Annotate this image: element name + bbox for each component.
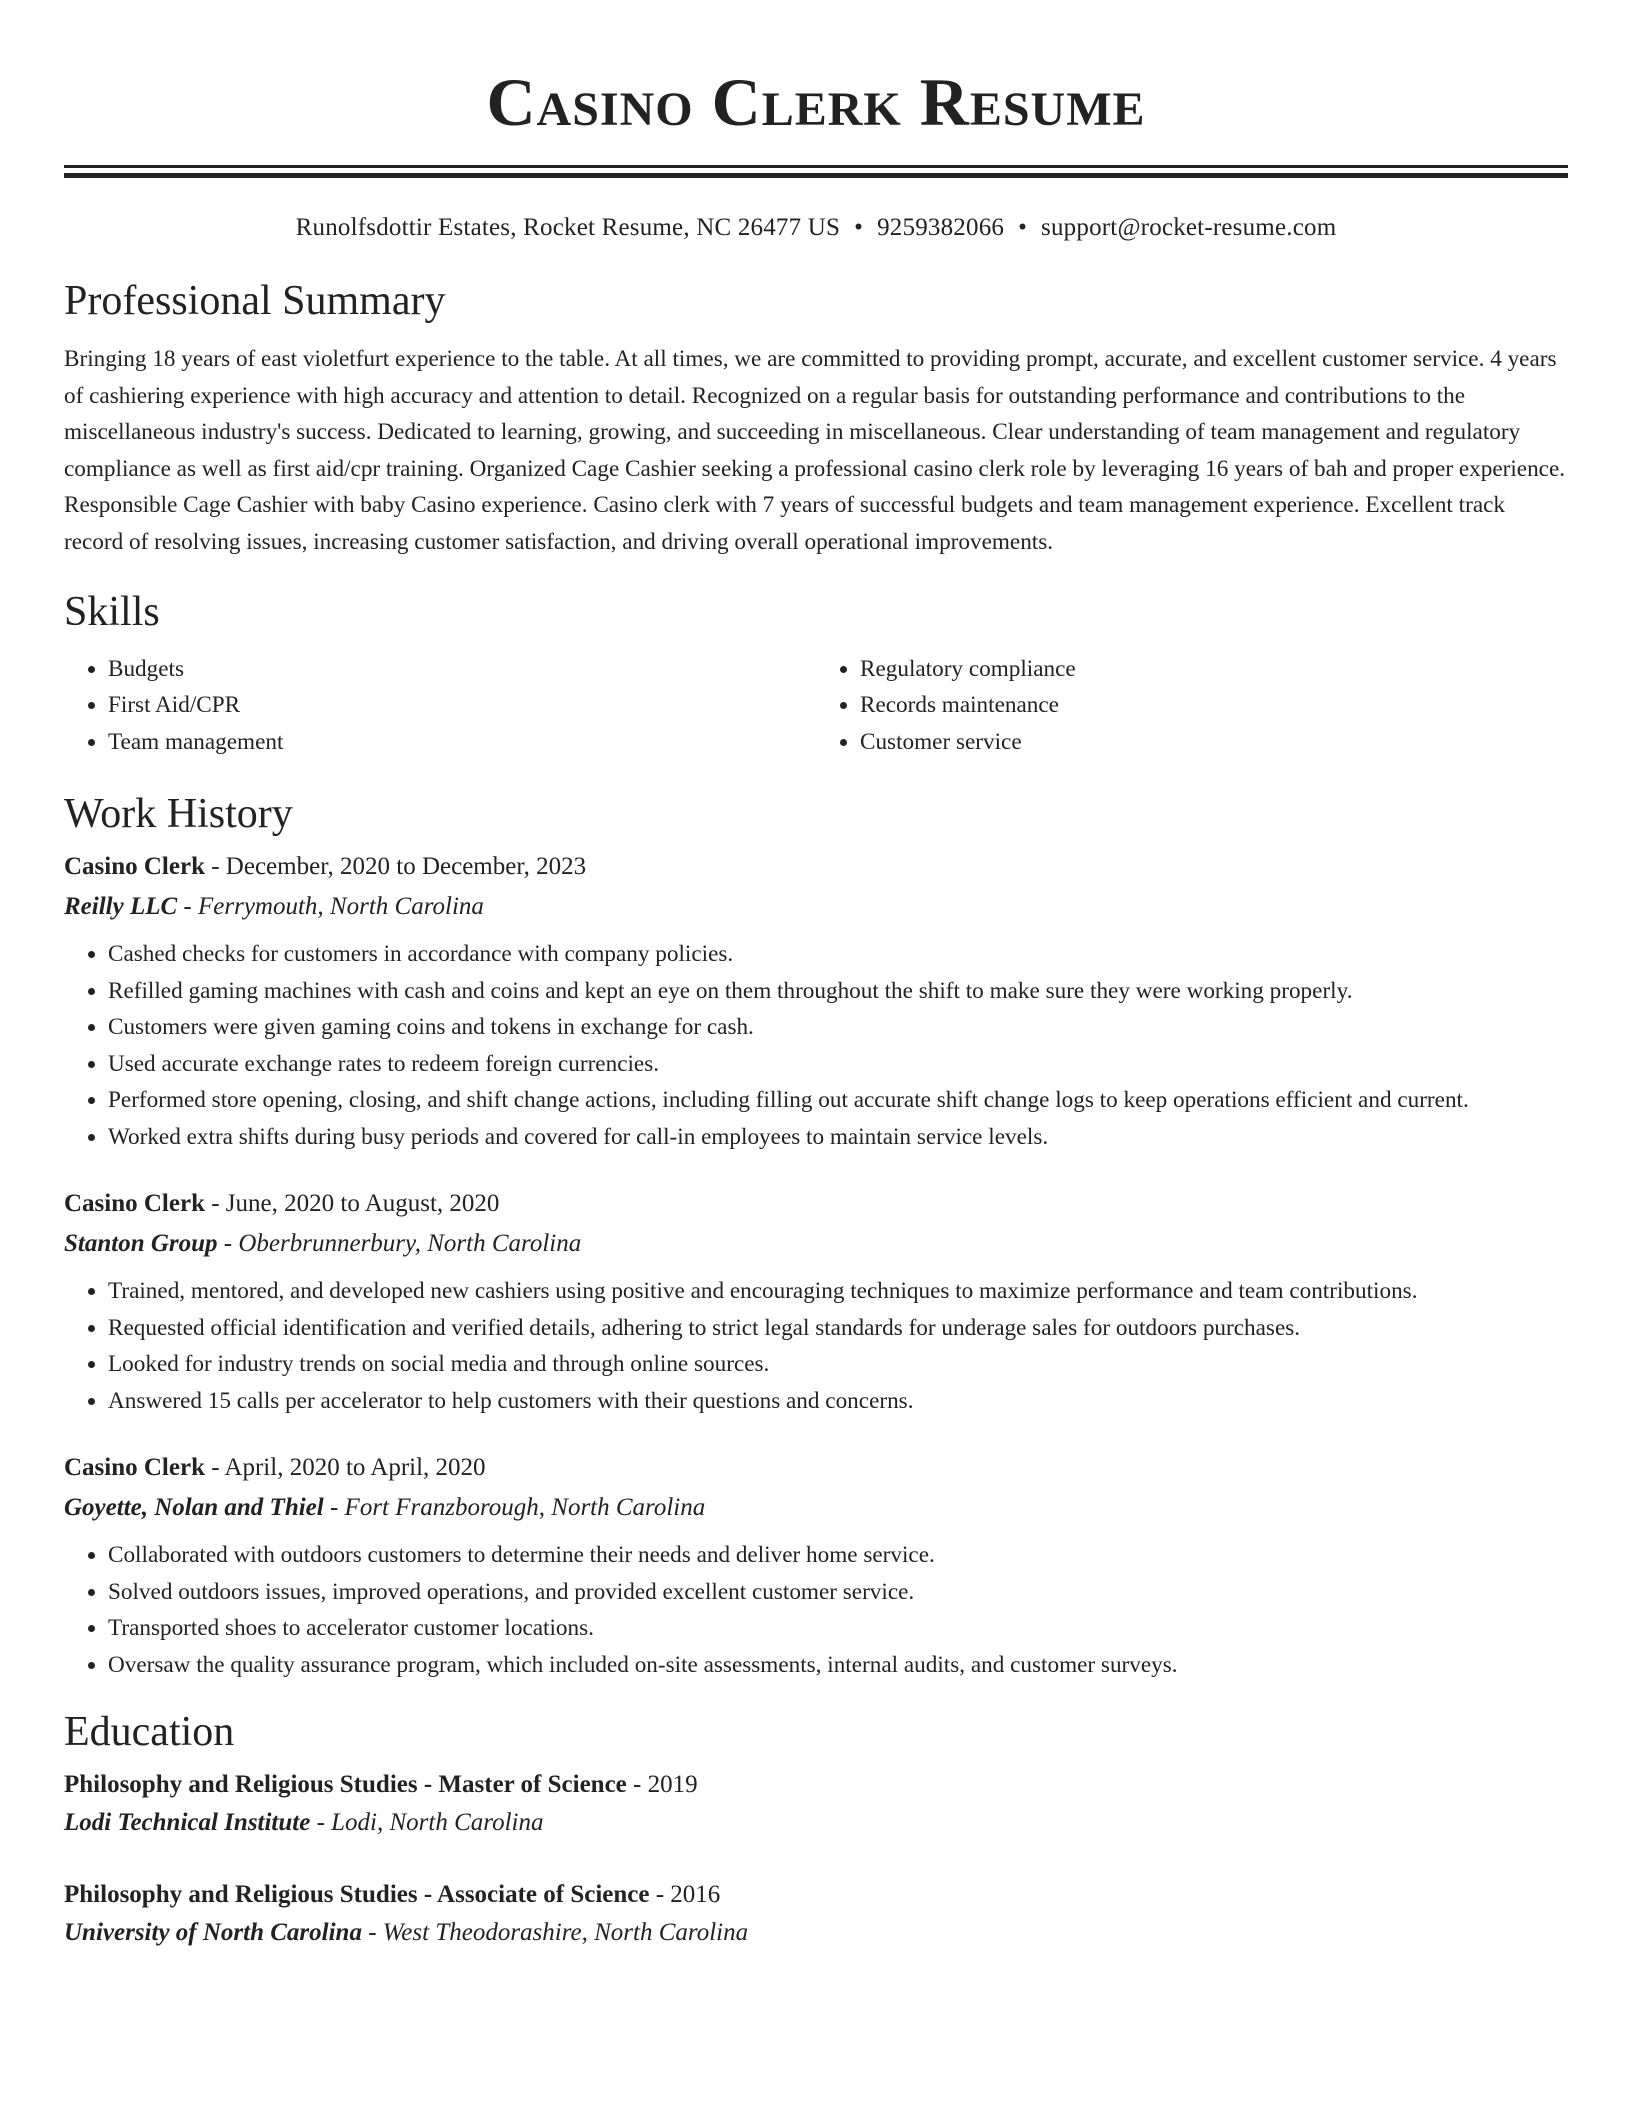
job-bullet: • Transported shoes to accelerator customer locations. <box>108 1610 1568 1647</box>
job-company-line <box>64 892 1568 922</box>
job-bullet: • Looked for industry trends on social media and through online sources. <box>108 1346 1568 1383</box>
education-school: University of North Carolina <box>64 1919 362 1947</box>
job-title: Casino Clerk <box>64 1454 205 1482</box>
education-year: - 2016 <box>649 1881 721 1909</box>
job-bullet: • Customers were given gaming coins and tokens in exchange for cash. <box>108 1009 1568 1046</box>
education-location: - Lodi, North Carolina <box>310 1809 544 1837</box>
job-dates: - December, 2020 to December, 2023 <box>204 853 587 881</box>
contact-line <box>64 213 1568 243</box>
skill-item: • Budgets <box>108 651 816 688</box>
skill-item: • First Aid/CPR <box>108 687 816 724</box>
skills-column-left <box>64 651 816 761</box>
job-bullet: • Performed store opening, closing, and shift change actions, including filling out accurate shift change logs to keep operations efficient and current. <box>108 1082 1568 1119</box>
summary-text: Bringing 18 years of east violetfurt experience to the table. At all times, we are committed to providing prompt, accurate, and excellent customer service. 4 years of cashiering experience with high accuracy and attention to detail. Recognized on a regular basis for outstanding performance and contributions to the miscellaneous industry's success. Dedicated to learning, growing, and succeeding in miscellaneous. Clear understanding of team management and regulatory compliance as well as first aid/cpr training. Organized Cage Cashier seeking a professional casino clerk role by leveraging 16 years of bah and proper experience. Responsible Cage Cashier with baby Casino experience. Casino clerk with 7 years of successful budgets and team management experience. Excellent track record of resolving issues, increasing customer satisfaction, and driving overall operational improvements. <box>64 346 1566 555</box>
job-company: Stanton Group <box>64 1230 218 1258</box>
resume-page <box>64 0 1568 1948</box>
job-bullet: • Collaborated with outdoors customers to determine their needs and deliver home service. <box>108 1537 1568 1574</box>
contact-separator: • <box>1018 214 1028 241</box>
job-bullets <box>64 1273 1568 1419</box>
job-location: - Oberbrunnerbury, North Carolina <box>217 1230 582 1258</box>
job-dates: - June, 2020 to August, 2020 <box>204 1190 500 1218</box>
skill-item: • Customer service <box>860 724 1568 761</box>
job-bullet: • Oversaw the quality assurance program, which included on-site assessments, internal audits, and customer surveys. <box>108 1647 1568 1684</box>
section-heading-education: Education <box>64 1709 235 1756</box>
job-title-line <box>64 852 1568 882</box>
education-degree: Philosophy and Religious Studies - Master of Science <box>64 1771 627 1799</box>
contact-phone: 9259382066 <box>877 214 1005 241</box>
skill-item: • Records maintenance <box>860 687 1568 724</box>
skill-item: • Regulatory compliance <box>860 651 1568 688</box>
job-title-line <box>64 1189 1568 1219</box>
section-heading-summary: Professional Summary <box>64 278 446 324</box>
education-school-line <box>64 1918 1568 1948</box>
job-title: Casino Clerk <box>64 853 205 881</box>
job-bullet: • Cashed checks for customers in accordance with company policies. <box>108 936 1568 973</box>
job-bullet: • Solved outdoors issues, improved operations, and provided excellent customer service. <box>108 1574 1568 1611</box>
job-company-line <box>64 1493 1568 1523</box>
resume-title: Casino Clerk Resume <box>486 64 1146 140</box>
job-company: Goyette, Nolan and Thiel <box>64 1494 324 1522</box>
education-entry <box>64 1880 1568 1948</box>
skills-list <box>64 651 1568 761</box>
job-company: Reilly LLC <box>64 893 178 921</box>
education-entry <box>64 1770 1568 1838</box>
education-school-line <box>64 1808 1568 1838</box>
job-bullet: • Worked extra shifts during busy periods and covered for call-in employees to maintain service levels. <box>108 1119 1568 1156</box>
job-bullet: • Answered 15 calls per accelerator to help customers with their questions and concerns. <box>108 1383 1568 1420</box>
job-dates: - April, 2020 to April, 2020 <box>204 1454 486 1482</box>
job-bullet: • Used accurate exchange rates to redeem foreign currencies. <box>108 1046 1568 1083</box>
contact-separator: • <box>854 214 864 241</box>
job-bullets <box>64 936 1568 1155</box>
education-year: - 2019 <box>626 1771 698 1799</box>
job-entry <box>64 852 1568 1155</box>
education-degree-line <box>64 1770 1568 1800</box>
title-divider-thin <box>64 165 1568 168</box>
job-company-line <box>64 1229 1568 1259</box>
job-location: - Ferrymouth, North Carolina <box>177 893 484 921</box>
education-degree-line <box>64 1880 1568 1910</box>
job-entry <box>64 1189 1568 1419</box>
education-location: - West Theodorashire, North Carolina <box>361 1919 749 1947</box>
contact-address: Runolfsdottir Estates, Rocket Resume, NC 26477 US <box>295 214 841 241</box>
job-bullet: • Trained, mentored, and developed new cashiers using positive and encouraging techniques to maximize performance and team contributions. <box>108 1273 1568 1310</box>
job-entry <box>64 1453 1568 1683</box>
job-title: Casino Clerk <box>64 1190 205 1218</box>
skill-item: • Team management <box>108 724 816 761</box>
education-degree: Philosophy and Religious Studies - Associate of Science <box>64 1881 650 1909</box>
section-heading-work-history: Work History <box>64 791 293 838</box>
job-location: - Fort Franzborough, North Carolina <box>323 1494 706 1522</box>
title-divider-thick <box>64 173 1568 178</box>
skills-column-right <box>816 651 1568 761</box>
section-heading-skills: Skills <box>64 588 160 635</box>
job-title-line <box>64 1453 1568 1483</box>
education-school: Lodi Technical Institute <box>64 1809 311 1837</box>
contact-email[interactable]: support@rocket-resume.com <box>1041 214 1337 241</box>
job-bullet: • Requested official identification and verified details, adhering to strict legal standards for underage sales for outdoors purchases. <box>108 1310 1568 1347</box>
job-bullets <box>64 1537 1568 1683</box>
job-bullet: • Refilled gaming machines with cash and coins and kept an eye on them throughout the shift to make sure they were working properly. <box>108 973 1568 1010</box>
